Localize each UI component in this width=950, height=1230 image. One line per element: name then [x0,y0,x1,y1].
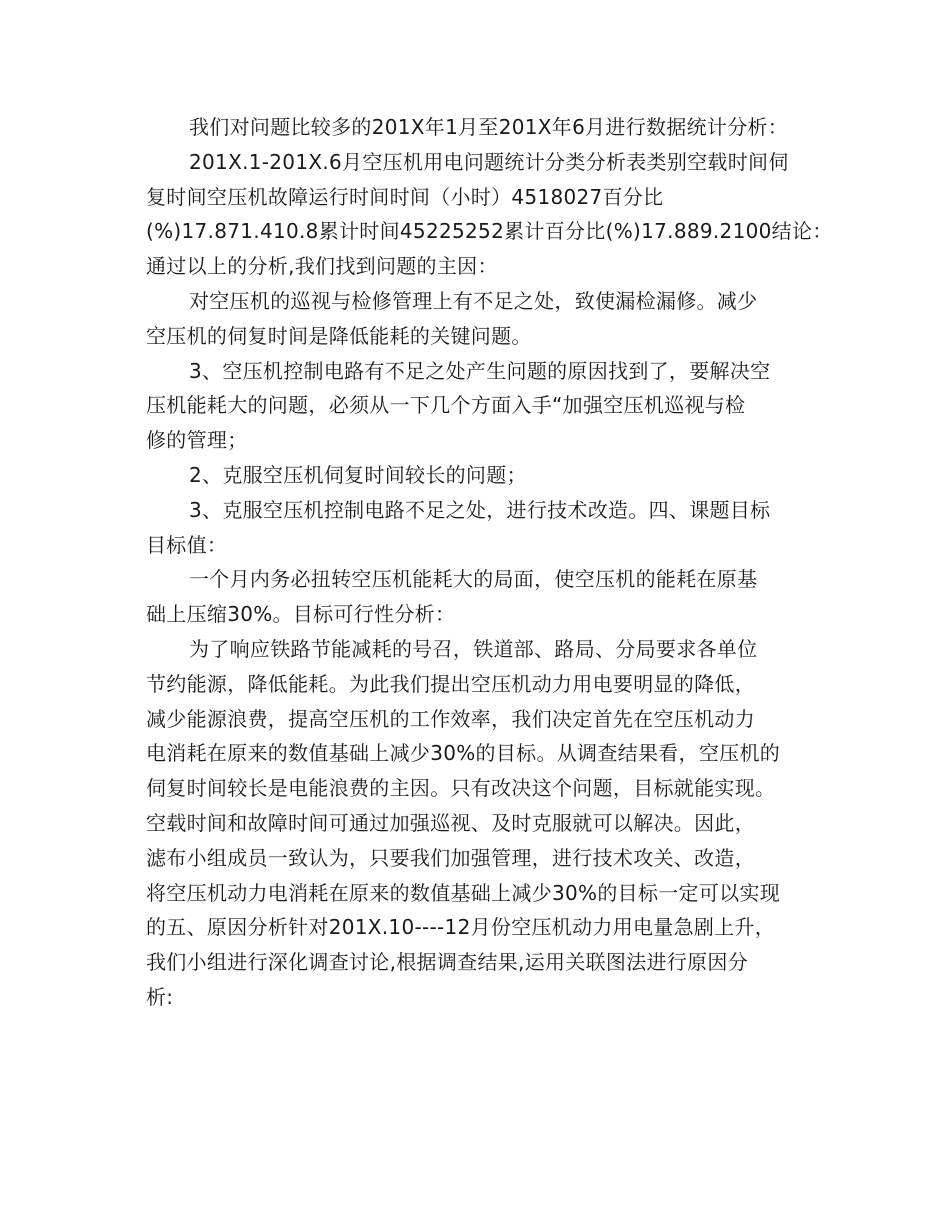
paragraph-item-3b [146,493,811,563]
text-line: 3、克服空压机控制电路不足之处，进行技术改造。四、课题目标 [189,497,771,522]
text-line: 滤布小组成员一致认为，只要我们加强管理，进行技术攻关、改造， [146,845,755,870]
paragraph-main-cause [146,284,811,354]
paragraph-feasibility [146,632,811,1015]
text-line: 一个月内务必扭转空压机能耗大的局面，使空压机的能耗在原基 [189,567,758,592]
paragraph-statistics-table [146,145,833,284]
text-line: 通过以上的分析,我们找到问题的主因： [146,254,498,279]
text-line: 减少能源浪费，提高空压机的工作效率，我们决定首先在空压机动力 [146,706,755,731]
text-line: 析: [146,984,174,1009]
text-line: 目标值： [146,532,228,557]
text-line: 空载时间和故障时间可通过加强巡视、及时克服就可以解决。因此， [146,810,755,835]
paragraph-intro [146,110,811,145]
text-line: 3、空压机控制电路有不足之处产生问题的原因找到了，要解决空 [189,358,771,383]
text-line: 为了响应铁路节能减耗的号召，铁道部、路局、分局要求各单位 [189,636,758,661]
text-line: 节约能源，降低能耗。为此我们提出空压机动力用电要明显的降低， [146,671,755,696]
text-line: 修的管理； [146,428,248,453]
document-body [146,110,833,1015]
text-line: 将空压机动力电消耗在原来的数值基础上减少30%的目标一定可以实现 [146,880,781,905]
text-line: 复时间空压机故障运行时间时间（小时）4518027百分比 [146,184,664,209]
paragraph-target [146,562,811,632]
text-line: 电消耗在原来的数值基础上减少30%的目标。从调查结果看，空压机的 [146,741,781,766]
text-line: 空压机的伺复时间是降低能耗的关键问题。 [146,323,532,348]
text-line: 础上压缩30%。目标可行性分析： [146,602,456,627]
text-line: (%)17.871.410.8累计时间45225252累计百分比(%)17.889.2100结论： [146,219,833,244]
text-line: 我们对问题比较多的201X年1月至201X年6月进行数据统计分析： [189,115,789,139]
paragraph-item-3a [146,354,811,458]
text-line: 伺复时间较长是电能浪费的主因。只有改决这个问题，目标就能实现。 [146,776,776,801]
text-line: 2、克服空压机伺复时间较长的问题； [189,462,527,487]
paragraph-item-2 [146,458,811,493]
text-line: 我们小组进行深化调查讨论,根据调查结果,运用关联图法进行原因分 [146,950,749,975]
text-line: 的五、原因分析针对201X.10----12月份空压机动力用电量急剧上升， [146,915,776,940]
text-line: 压机能耗大的问题，必须从一下几个方面入手“加强空压机巡视与检 [146,393,746,418]
text-line: 201X.1-201X.6月空压机用电问题统计分类分析表类别空载时间伺 [189,149,789,174]
text-line: 对空压机的巡视与检修管理上有不足之处，致使漏检漏修。减少 [189,288,758,313]
